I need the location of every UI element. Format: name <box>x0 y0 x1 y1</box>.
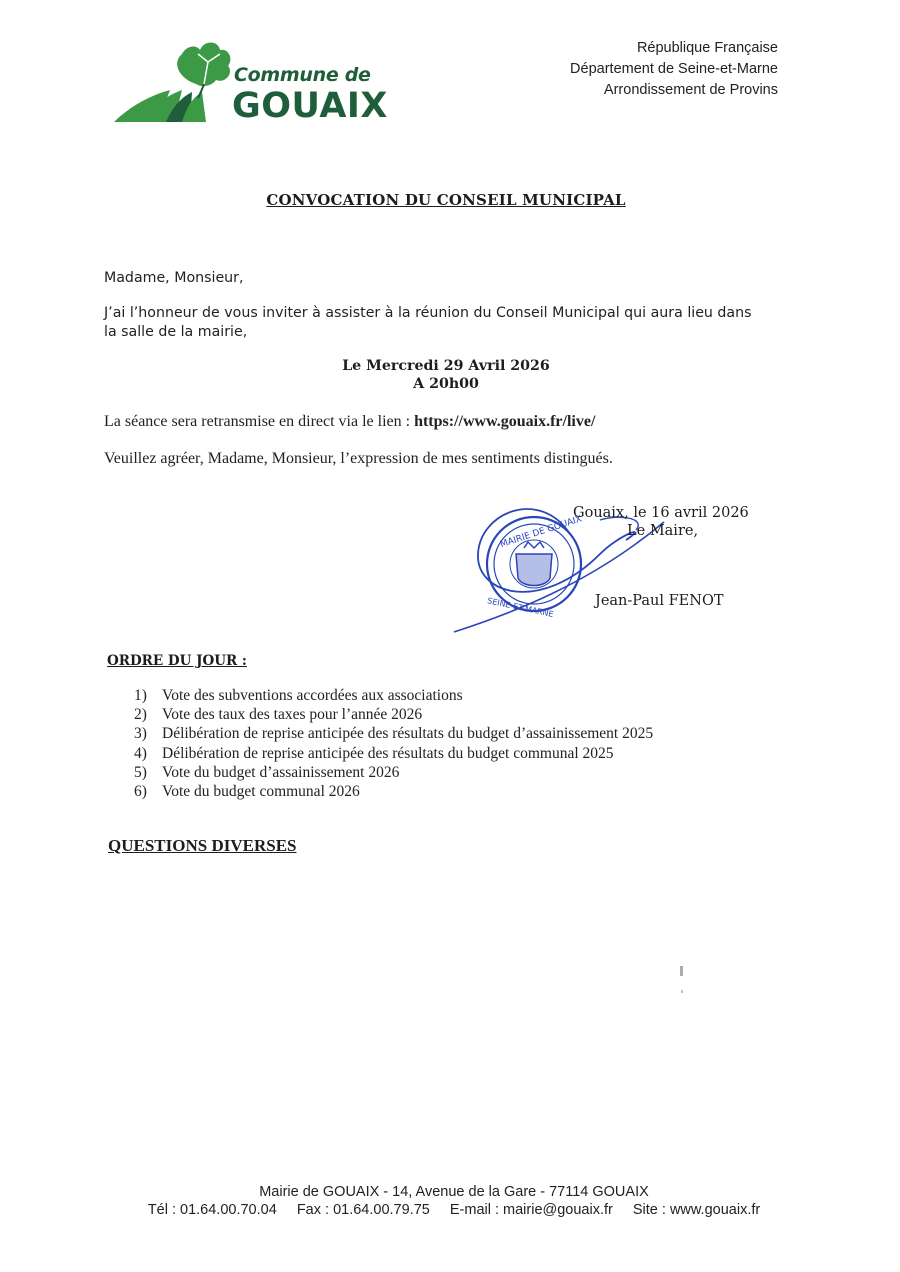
logo-commune-text: Commune de <box>234 64 371 86</box>
vine-leaf-icon <box>177 43 230 99</box>
scan-speck <box>681 990 683 993</box>
questions-heading: QUESTIONS DIVERSES <box>108 836 297 855</box>
header-republic: République Française <box>636 40 778 56</box>
meeting-date: Le Mercredi 29 Avril 2026 <box>342 358 550 374</box>
footer-fax: Fax : 01.64.00.79.75 <box>296 1202 430 1218</box>
logo-gouaix-text: GOUAIX <box>232 86 388 126</box>
signature-place-date: Gouaix, le 16 avril 2026 <box>573 505 749 521</box>
header-department: Département de Seine-et-Marne <box>570 61 778 77</box>
agenda-item: 2) Vote des taux des taxes pour l’année 2026 <box>134 706 423 724</box>
broadcast-link[interactable]: https://www.gouaix.fr/live/ <box>414 413 596 430</box>
footer-email[interactable]: E-mail : mairie@gouaix.fr <box>449 1202 613 1218</box>
broadcast-line <box>104 413 595 431</box>
invitation-line-1: J’ai l’honneur de vous inviter à assister à la réunion du Conseil Municipal qui aura lieu dans <box>104 305 752 321</box>
scan-speck <box>680 966 683 976</box>
agenda-heading: ORDRE DU JOUR : <box>107 653 247 669</box>
administrative-header <box>520 38 778 101</box>
signature-role: Le Maire, <box>627 523 699 539</box>
footer-site[interactable]: Site : www.gouaix.fr <box>632 1202 761 1218</box>
agenda-item: 6) Vote du budget communal 2026 <box>134 783 360 801</box>
salutation: Madame, Monsieur, <box>104 270 244 286</box>
agenda-item: 5) Vote du budget d’assainissement 2026 <box>134 763 400 781</box>
agenda-item: 1) Vote des subventions accordées aux associations <box>134 687 463 704</box>
footer-contacts <box>0 1202 900 1218</box>
signature-name: Jean-Paul FENOT <box>595 593 724 609</box>
stamp-bottom-text: SEINE-ET-MARNE <box>486 596 555 620</box>
stamp-top-text: MAIRIE DE GOUAIX <box>499 514 584 551</box>
header-arrondissement: Arrondissement de Provins <box>603 82 778 98</box>
agenda-item: 3) Délibération de reprise anticipée des résultats du budget d’assainissement 2025 <box>134 725 654 743</box>
closing-formula: Veuillez agréer, Madame, Monsieur, l’expression de mes sentiments distingués. <box>104 450 613 467</box>
agenda-list <box>134 686 653 801</box>
agenda-item: 4) Délibération de reprise anticipée des résultats du budget communal 2025 <box>134 744 614 762</box>
footer-tel: Tél : 01.64.00.70.04 <box>147 1202 277 1218</box>
footer-address: Mairie de GOUAIX - 14, Avenue de la Gare - 77114 GOUAIX <box>259 1184 649 1200</box>
broadcast-text: La séance sera retransmise en direct via le lien : <box>104 413 411 430</box>
document-title: CONVOCATION DU CONSEIL MUNICIPAL <box>266 191 626 209</box>
invitation-line-2: la salle de la mairie, <box>104 324 248 340</box>
commune-logo <box>108 38 388 130</box>
meeting-time: A 20h00 <box>413 376 479 392</box>
